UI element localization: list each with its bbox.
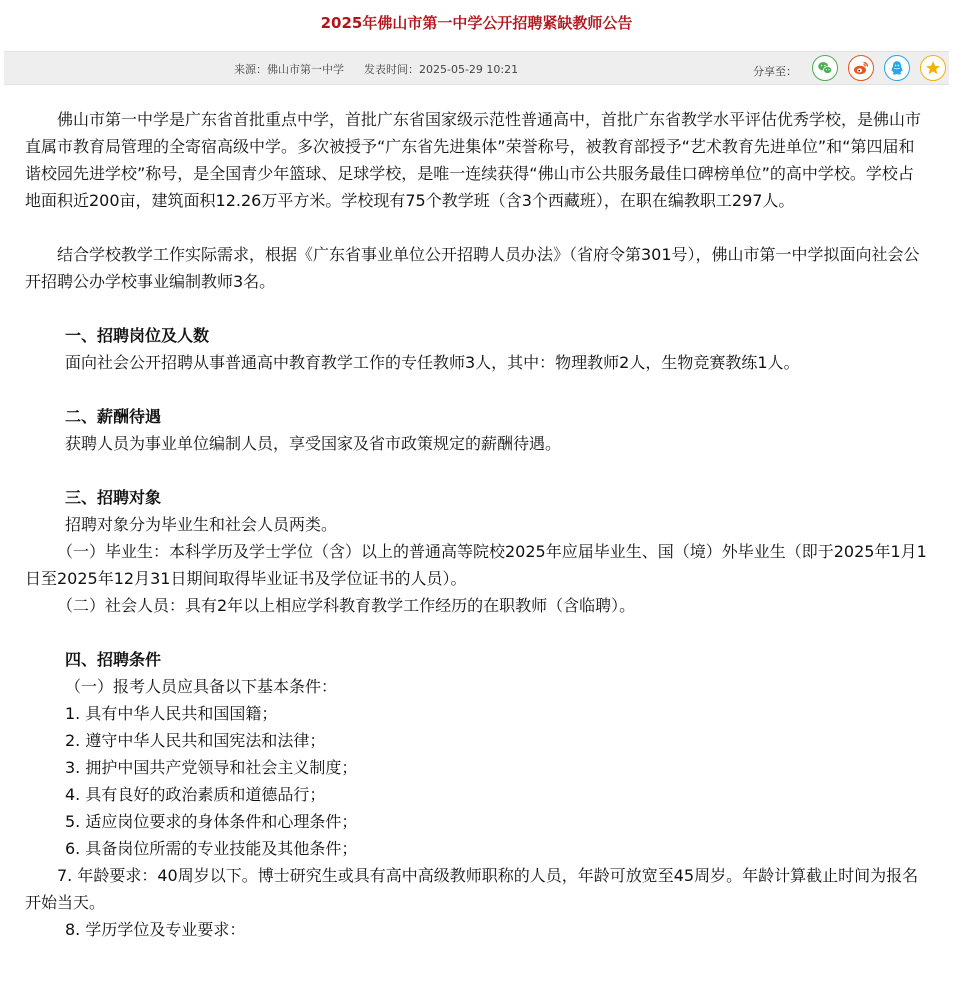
section-subheading: （一）报考人员应具备以下基本条件： (65, 677, 338, 696)
time-label: 发表时间： (364, 63, 419, 76)
weibo-icon (853, 60, 869, 76)
section-text: 招聘对象分为毕业生和社会人员两类。 (65, 515, 338, 534)
intro-paragraph: 佛山市第一中学是广东省首批重点中学，首批广东省国家级示范性普通高中，首批广东省教学水平评估优秀学校，是佛山市直属市教育局管理的全寄宿高级中学。多次被授予“广东省先进集体”荣誉称号，被教育部授予“艺术教育先进单位”和“第四届和谐校园先进学校”称号，是全国青少年篮球、足球学校，是唯一连续获得“佛山市公共服务最佳口碑榜单位”的高中学校。学校占地面积近200亩，建筑面积12.26万平方米。学校现有75个教学班（含3个西藏班），在职在编教职工297人。 (25, 110, 922, 210)
section-heading: 一、招聘岗位及人数 (65, 326, 210, 345)
condition-item: 8. 学历学位及专业要求： (65, 920, 246, 939)
intro-paragraph: 结合学校教学工作实际需求，根据《广东省事业单位公开招聘人员办法》（省府令第301号），佛山市第一中学拟面向社会公开招聘公办学校事业编制教师3名。 (25, 245, 920, 291)
share-qq-button[interactable] (884, 55, 910, 81)
share-qzone-button[interactable] (920, 55, 946, 81)
share-label: 分享至： (753, 65, 797, 78)
share-wechat-button[interactable] (812, 55, 838, 81)
condition-item: 2. 遵守中华人民共和国宪法和法律； (65, 731, 326, 750)
article-body (25, 106, 927, 943)
publish-time: 2025-05-29 10:21 (419, 63, 519, 76)
page-title: 2025年佛山市第一中学公开招聘紧缺教师公告 (320, 14, 633, 32)
share-icons (812, 55, 953, 81)
condition-item: 5. 适应岗位要求的身体条件和心理条件； (65, 812, 358, 831)
condition-item: 1. 具有中华人民共和国国籍； (65, 704, 278, 723)
section-heading: 二、薪酬待遇 (65, 407, 162, 426)
condition-item: 4. 具有良好的政治素质和道德品行； (65, 785, 326, 804)
condition-item: 3. 拥护中国共产党领导和社会主义制度； (65, 758, 358, 777)
wechat-icon (817, 60, 833, 76)
section-text: 面向社会公开招聘从事普通高中教育教学工作的专任教师3人，其中：物理教师2人，生物竞赛教练1人。 (65, 353, 800, 372)
source-value: 佛山市第一中学 (267, 63, 344, 76)
condition-item: 6. 具备岗位所需的专业技能及其他条件； (65, 839, 358, 858)
section-item: （二）社会人员：具有2年以上相应学科教育教学工作经历的在职教师（含临聘）。 (57, 596, 636, 615)
article-meta (234, 61, 518, 77)
source-label: 来源： (234, 63, 267, 76)
qq-icon (889, 60, 905, 76)
condition-item: 7. 年龄要求：40周岁以下。博士研究生或具有高中高级教师职称的人员，年龄可放宽至45周岁。年龄计算截止时间为报名开始当天。 (25, 866, 919, 912)
section-text: 获聘人员为事业单位编制人员，享受国家及省市政策规定的薪酬待遇。 (65, 434, 562, 453)
meta-bar (4, 51, 949, 85)
qzone-icon (925, 60, 941, 76)
section-heading: 四、招聘条件 (65, 650, 162, 669)
section-heading: 三、招聘对象 (65, 488, 162, 507)
share-weibo-button[interactable] (848, 55, 874, 81)
section-item: （一）毕业生：本科学历及学士学位（含）以上的普通高等院校2025年应届毕业生、国（境）外毕业生（即于2025年1月1日至2025年12月31日期间取得毕业证书及学位证书的人员）。 (25, 542, 927, 588)
